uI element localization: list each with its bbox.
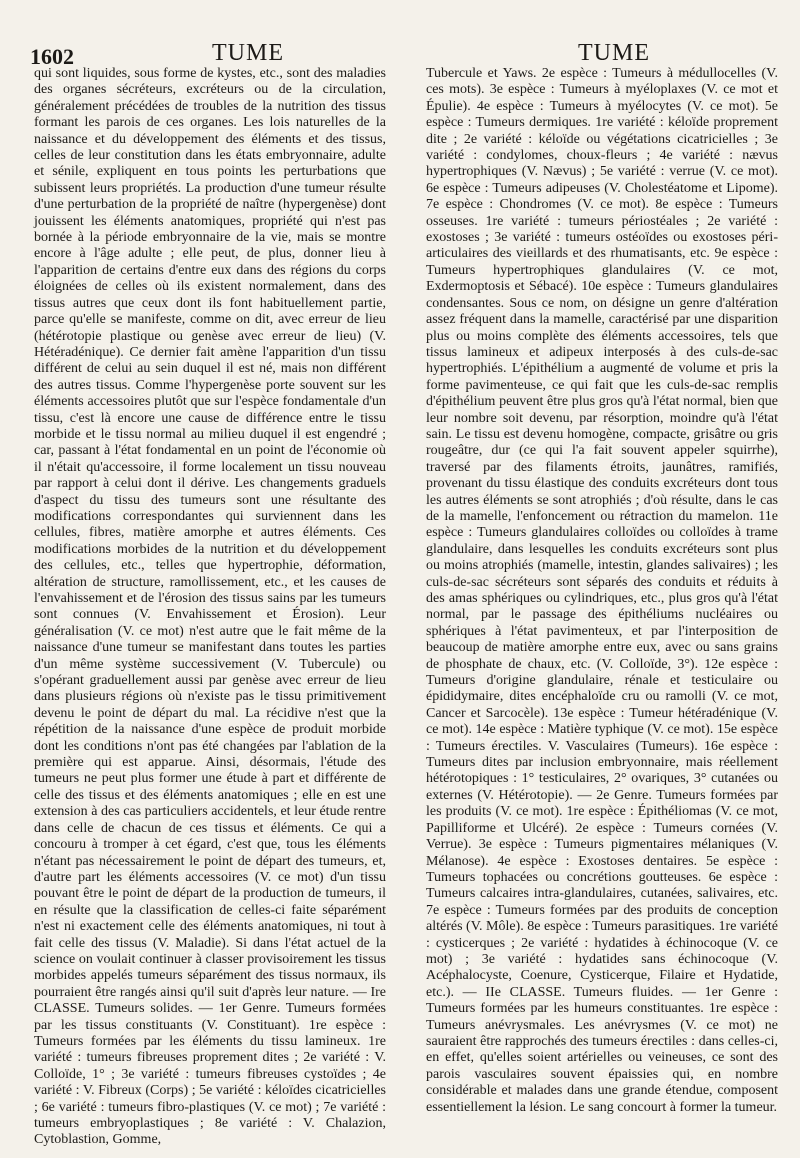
text-column-left <box>34 66 386 1149</box>
page-number: 1602 <box>30 44 74 69</box>
running-head-right: TUME <box>578 40 650 66</box>
column-text: qui sont liquides, sous forme de kystes, etc., sont des maladies des organes sécréteurs, excréteurs ou de la circulation, généralement précédées de troubles de la nutrition des tissus formant les parois de ces organes. Les lois naturelles de la naissance et du développement des éléments et des tissus, celles de leur constitution dans les états embryonnaire, adulte et sénile, expliquent en tous points les perturbations que subissent leurs propriétés. La production d'une tumeur résulte d'une perturbation de la propriété de naître (hypergenèse) dont jouissent les éléments anatomiques, propriété qui n'est pas bornée à la période embryonnaire de la vie, mais se montre encore à l'âge adulte ; elle peut, de plus, donner lieu à l'apparition de certains d'entre eux dans des régions du corps éloignées de celles où ils existent normalement, dans des tissus autres que ceux dont ils font habituellement partie, parce qu'elle se manifeste, comme on dit, avec erreur de lieu (hétérotopie plastique ou genèse avec erreur de lieu) (V. Hétéradénique). Ce dernier fait amène l'apparition d'un tissu différent de celui au sein duquel il est né, mais non différent des autres tissus. Comme l'hypergenèse porte souvent sur les éléments accessoires plutôt que sur l'espèce fondamentale d'un tissu, c'est là encore une cause de différence entre le tissu morbide et le tissu normal au milieu duquel il est engendré ; car, passant à l'état fondamental en un point de l'économie où il n'était qu'accessoire, il forme localement un tissu nouveau par rapport à celui dont il dérive. Les changements graduels d'aspect du tissu des tumeurs sont une résultante des modifications correspondantes qui surviennent dans les cellules, fibres, matière amorphe et autres éléments. Ces modifications morbides de la nutrition et du développement des cellules, etc., telles que hypertrophie, déformation, altération de structure, ramollissement, etc., et les causes de l'envahissement et de l'érosion des tissus sains par les tumeurs sont connues (V. Envahissement et Érosion). Leur généralisation (V. ce mot) n'est autre que le fait même de la naissance d'une tumeur se manifestant dans toutes les parties d'un même système successivement (V. Tubercule) ou s'opérant graduellement aussi par genèse avec erreur de lieu dans plusieurs régions où n'existe pas le tissu primitivement devenu le point de départ du mal. La récidive n'est que la répétition de la naissance d'une espèce de produit morbide dont les conditions n'ont pas été changées par l'ablation de la première qui est apparue. Ainsi, désormais, l'étude des tumeurs ne peut plus former une étude à part et différente de celle des tissus et des éléments anatomiques ; elle en est une extension à des cas particuliers accidentels, et leur étude rentre dans celle de chacun de ces tissus et éléments. Ce qui a concouru à tromper à cet égard, c'est que, tous les éléments n'étant pas nécessairement le point de départ des tumeurs, et, d'autre part les éléments accessoires (V. ce mot) d'un tissu pouvant être le point de départ de la production de tumeurs, il en résulte que la classification de celles-ci faite séparément n'est ni exactement celle des éléments anatomiques, ni tout à fait celle des tissus (V. Maladie). Si dans l'état actuel de la science on voulait continuer à classer provisoirement les tissus morbides appelés tumeurs séparément des tissus normaux, ils pourraient être rangés ainsi qu'il suit d'après leur nature. — Ire CLASSE. Tumeurs solides. — 1er Genre. Tumeurs formées par les tissus constituants (V. Constituant). 1re espèce : Tumeurs formées par les éléments du tissu lamineux. 1re variété : tumeurs fibreuses proprement dites ; 2e variété : V. Colloïde, 1° ; 3e variété : tumeurs fibreuses cystoïdes ; 4e variété : V. Fibreux (Corps) ; 5e variété : kéloïdes cicatricielles ; 6e variété : tumeurs fibro-plastiques (V. ce mot) ; 7e variété : tumeurs embryoplastiques ; 8e variété : V. Chalazion, Cytoblastion, Gomme, <box>34 66 386 1148</box>
column-text: Tubercule et Yaws. 2e espèce : Tumeurs à médullocelles (V. ces mots). 3e espèce : Tumeurs à myéloplaxes (V. ce mot et Épulie). 4e espèce : Tumeurs à myélocytes (V. ce mot). 5e espèce : Tumeurs dermiques. 1re variété : kéloïde proprement dite ; 2e variété : kéloïde ou végétations cicatricielles ; 3e variété : condylomes, choux-fleurs ; 4e variété : nævus hypertrophiques (V. Nævus) ; 5e variété : verrue (V. ce mot). 6e espèce : Tumeurs adipeuses (V. Cholestéatome et Lipome). 7e espèce : Chondromes (V. ce mot). 8e espèce : Tumeurs osseuses. 1re variété : tumeurs périostéales ; 2e variété : exostoses ; 3e variété : tumeurs ostéoïdes ou exostoses péri-articulaires des vieillards et des rhumatisants, etc. 9e espèce : Tumeurs hypertrophiques glandulaires (V. ce mot, Exdermoptosis et Sébacé). 10e espèce : Tumeurs glandulaires condensantes. Sous ce nom, on désigne un genre d'altération assez fréquent dans la mamelle, caractérisé par une disparition plus ou moins complète des éléments accessoires, tels que tissus lamineux et adipeux interposés à des culs-de-sac hypertrophiés. L'épithélium a augmenté de volume et pris la forme pavimenteuse, ce qui fait que les culs-de-sac remplis d'épithélium peuvent être plus gros qu'à l'état normal, bien que leur nombre soit devenu, par résorption, moindre qu'à l'état sain. Le tissu est devenu homogène, compacte, grisâtre ou gris rougeâtre, dur (ce qui l'a fait souvent appeler squirrhe), traversé par des filaments étroits, jaunâtres, ramifiés, provenant du tissu élastique des conduits excréteurs dont tous les autres éléments se sont atrophiés ; d'où résulte, dans le cas de la mamelle, l'enfoncement ou rétraction du mamelon. 11e espèce : Tumeurs glandulaires colloïdes ou colloïdes à trame glandulaire, dans lesquelles les conduits excréteurs sont plus ou moins atrophiés (mamelle, intestin, glandes salivaires) ; les culs-de-sac sécréteurs sont séparés des conduits et réduits à des amas sphériques ou cylindriques, etc., plus gros qu'à l'état normal, par le passage des épithéliums nucléaires ou sphériques à l'état pavimenteux, et par l'interposition de beaucoup de matière amorphe entre eux, avec ou sans grains de phosphate de chaux, etc. (V. Colloïde, 3°). 12e espèce : Tumeurs d'origine glandulaire, rénale et testiculaire ou épididymaire, dites encéphaloïde cru ou ramolli (V. ce mot, Cancer et Sarcocèle). 13e espèce : Tumeur hétéradénique (V. ce mot). 14e espèce : Matière typhique (V. ce mot). 15e espèce : Tumeurs érectiles. V. Vasculaires (Tumeurs). 16e espèce : Tumeurs dites par inclusion embryonnaire, mais réellement hétérotopiques : 1° testiculaires, 2° ovariques, 3° cutanées ou externes (V. Hétérotopie). — 2e Genre. Tumeurs formées par les produits (V. ce mot). 1re espèce : Épithéliomas (V. ce mot, Papilliforme et Ulcéré). 2e espèce : Tumeurs cornées (V. Verrue). 3e espèce : Tumeurs pigmentaires mélaniques (V. Mélanose). 4e espèce : Exostoses dentaires. 5e espèce : Tumeurs tophacées ou concrétions goutteuses. 6e espèce : Tumeurs calcaires intra-glandulaires, cutanées, salivaires, etc. 7e espèce : Tumeurs formées par des produits de conception altérés (V. Môle). 8e espèce : Tumeurs parasitiques. 1re variété : cysticerques ; 2e variété : hydatides à échinocoque (V. ce mot) ; 3e variété : hydatides sans échinocoque (V. Acéphalocyste, Coenure, Cysticerque, Filaire et Hydatide, etc.). — IIe CLASSE. Tumeurs fluides. — 1er Genre : Tumeurs formées par les humeurs constituantes. 1re espèce : Tumeurs anévrysmales. Les anévrysmes (V. ce mot) ne sauraient être rapprochés des tumeurs érectiles : dans celles-ci, en effet, qu'elles soient artérielles ou veineuses, ce sont des parois vasculaires souvent épaissies qui, en nombre considérable et malades dans une grande étendue, composent essentiellement la lésion. Le sang concourt à former la tumeur. <box>426 66 778 1115</box>
text-column-right <box>426 66 778 1116</box>
running-head-left: TUME <box>212 40 284 66</box>
